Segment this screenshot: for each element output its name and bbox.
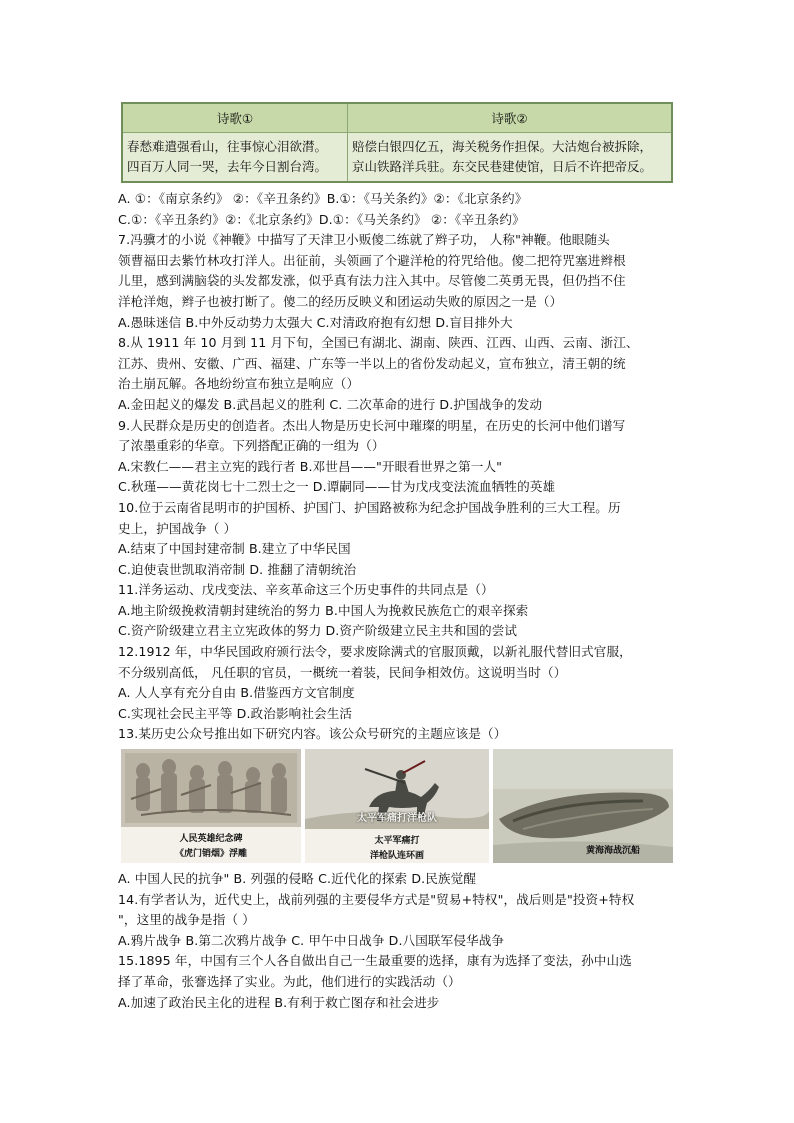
q13-line: 13.某历史公众号推出如下研究内容。该公众号研究的主题应该是（） bbox=[118, 726, 507, 742]
relief-image bbox=[121, 749, 301, 863]
taiping-caption: 洋枪队连环画 bbox=[369, 851, 424, 862]
q8-line: 治土崩瓦解。各地纷纷宣布独立是响应（） bbox=[118, 376, 360, 392]
relief-caption: 《虎门销烟》浮雕 bbox=[174, 849, 247, 860]
question-9 bbox=[118, 416, 678, 498]
poem1-line: 四百万人同一哭，去年今日割台湾。 bbox=[127, 159, 328, 174]
q10-option: C.迫使袁世凯取消帝制 D. 推翻了清朝统治 bbox=[118, 561, 357, 577]
exam-page bbox=[118, 98, 678, 1013]
q11-option: C.资产阶级建立君主立宪政体的努力 D.资产阶级建立民主共和国的尝试 bbox=[118, 623, 518, 639]
q15-option: A.加速了政治民主化的进程 B.有利于救亡图存和社会进步 bbox=[118, 994, 440, 1010]
q10-line: 10.位于云南省昆明市的护国桥、护国门、护国路被称为纪念护国战争胜利的三大工程。历 bbox=[118, 499, 621, 515]
q14-line: "，这里的战争是指（ ） bbox=[118, 912, 255, 928]
q9-option: A.宋教仁——君主立宪的践行者 B.邓世昌——"开眼看世界之第一人" bbox=[118, 458, 503, 474]
question-10 bbox=[118, 498, 678, 580]
q12-option: C.实现社会民主平等 D.政治影响社会生活 bbox=[118, 705, 353, 721]
poem2-header: 诗歌② bbox=[348, 103, 673, 133]
shipwreck-image bbox=[493, 749, 673, 863]
q13-image-strip bbox=[121, 749, 673, 863]
poem1-header: 诗歌① bbox=[122, 103, 348, 133]
question-11 bbox=[118, 580, 678, 642]
q10-option: A.结束了中国封建帝制 B.建立了中华民国 bbox=[118, 541, 351, 557]
q11-line: 11.洋务运动、戊戌变法、辛亥革命这三个历史事件的共同点是（） bbox=[118, 582, 494, 598]
taiping-image bbox=[305, 749, 489, 863]
q7-line: 7.冯骥才的小说《神鞭》中描写了天津卫小贩傻二练就了辫子功， 人称"神鞭。他眼随头 bbox=[118, 232, 610, 248]
taiping-overlay-text: 太平军痛打洋枪队 bbox=[357, 813, 437, 825]
question-13 bbox=[118, 724, 678, 889]
q10-line: 史上，护国战争（ ） bbox=[118, 520, 237, 536]
shipwreck-caption: 黄海海战沉船 bbox=[585, 846, 640, 857]
q8-line: 8.从 1911 年 10 月到 11 月下旬，全国已有湖北、湖南、陕西、江西、山西、云南、浙江、 bbox=[118, 335, 639, 351]
q6-option: C.①：《辛丑条约》②：《北京条约》D.①：《马关条约》 ②：《辛丑条约》 bbox=[118, 211, 525, 227]
q9-line: 了浓墨重彩的华章。下列搭配正确的一组为（） bbox=[118, 438, 385, 454]
poem1-cell bbox=[122, 133, 348, 183]
relief-caption: 人民英雄纪念碑 bbox=[179, 834, 243, 845]
q13-options: A. 中国人民的抗争" B. 列强的侵略 C.近代化的探索 D.民族觉醒 bbox=[118, 871, 477, 887]
poem2-cell bbox=[348, 133, 673, 183]
poems-table bbox=[121, 102, 673, 183]
question-14 bbox=[118, 890, 678, 952]
q12-line: 不分级别高低， 凡任职的官员，一概统一着装，民间争相效仿。这说明当时（） bbox=[118, 664, 567, 680]
q7-options: A.愚昧迷信 B.中外反动势力太强大 C.对清政府抱有幻想 D.盲目排外大 bbox=[118, 314, 513, 330]
question-7 bbox=[118, 230, 678, 333]
taiping-caption: 太平军痛打 bbox=[374, 836, 420, 847]
q12-option: A. 人人享有充分自由 B.借鉴西方文官制度 bbox=[118, 685, 355, 701]
q7-line: 儿里，感到满脑袋的头发都发涨，似乎真有法力注入其中。尽管傻二英勇无畏，但仍挡不住 bbox=[118, 273, 626, 289]
poems-table-header bbox=[122, 103, 672, 133]
q7-line: 领曹福田去紫竹林攻打洋人。出征前，头领画了个避洋枪的符咒给他。傻二把符咒塞进辫根 bbox=[118, 252, 626, 268]
q15-line: 15.1895 年，中国有三个人各自做出自己一生最重要的选择，康有为选择了变法，孙中山选 bbox=[118, 953, 632, 969]
q12-line: 12.1912 年，中华民国政府颁行法令，要求废除满式的官服顶戴，以新礼服代替旧式官服， bbox=[118, 644, 632, 660]
poem2-line: 京山铁路洋兵驻。东交民巷建使馆，日后不许把帝反。 bbox=[352, 159, 653, 174]
q9-line: 9.人民群众是历史的创造者。杰出人物是历史长河中璀璨的明星，在历史的长河中他们谱写 bbox=[118, 417, 626, 433]
q8-line: 江苏、贵州、安徽、广西、福建、广东等一半以上的省份发动起义，宣布独立，清王朝的统 bbox=[118, 355, 626, 371]
question-12 bbox=[118, 642, 678, 724]
q6-option: A. ①：《南京条约》 ②：《辛丑条约》B.①：《马关条约》②：《北京条约》 bbox=[118, 191, 528, 206]
poems-table-row bbox=[122, 133, 672, 183]
question-15 bbox=[118, 951, 678, 1013]
q8-options: A.金田起义的爆发 B.武昌起义的胜利 C. 二次革命的进行 D.护国战争的发动 bbox=[118, 396, 543, 412]
q14-line: 14.有学者认为，近代史上，战前列强的主要侵华方式是"贸易+特权"，战后则是"投资+特权 bbox=[118, 891, 635, 907]
q7-line: 洋枪洋炮，辫子也被打断了。傻二的经历反映义和团运动失败的原因之一是（） bbox=[118, 293, 563, 309]
q14-options: A.鸦片战争 B.第二次鸦片战争 C. 甲午中日战争 D.八国联军侵华战争 bbox=[118, 932, 505, 948]
poem1-line: 春愁难遣强看山，往事惊心泪欲潸。 bbox=[127, 139, 328, 154]
q15-line: 择了革命，张謇选择了实业。为此，他们进行的实践活动（） bbox=[118, 974, 461, 989]
q9-option: C.秋瑾——黄花岗七十二烈士之一 D.谭嗣同——甘为戊戌变法流血牺牲的英雄 bbox=[118, 479, 556, 495]
q11-option: A.地主阶级挽救清朝封建统治的努力 B.中国人为挽救民族危亡的艰辛探索 bbox=[118, 602, 529, 618]
poem2-line: 赔偿白银四亿五，海关税务作担保。大沽炮台被拆除， bbox=[352, 139, 653, 154]
question-8 bbox=[118, 333, 678, 415]
